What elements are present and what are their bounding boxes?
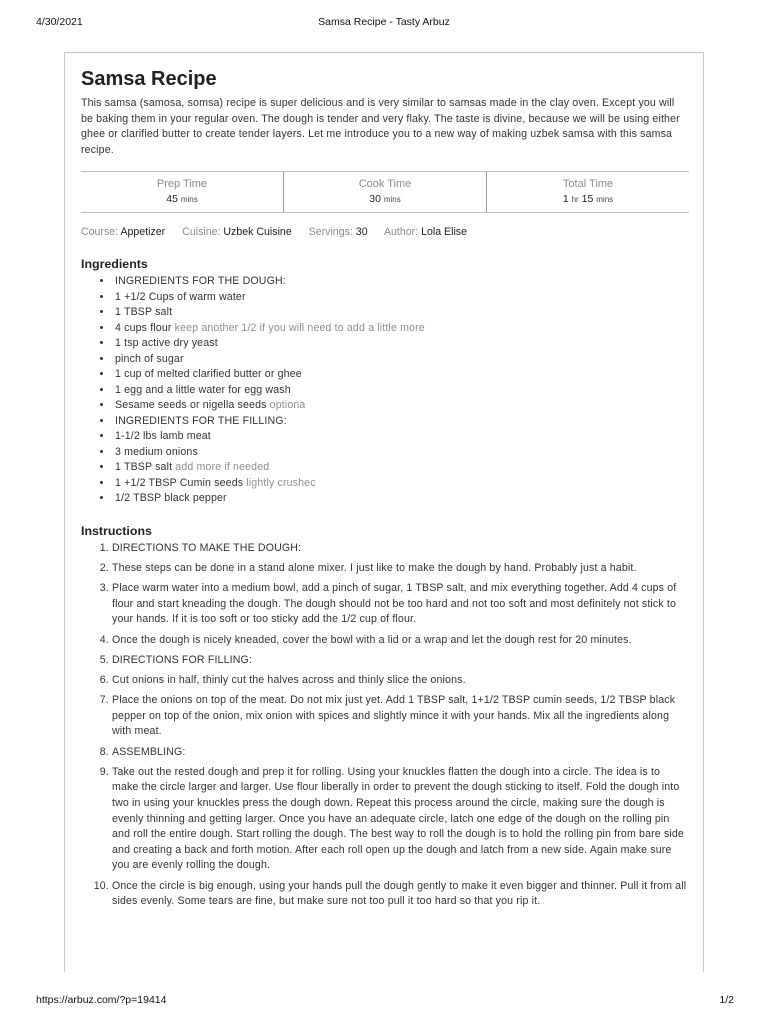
ingredient-item <box>113 383 689 399</box>
cook-time-value <box>284 191 486 208</box>
ingredient-item <box>113 336 689 352</box>
cook-time-unit: mins <box>383 195 401 205</box>
ingredient-text: 4 cups flour <box>115 321 172 334</box>
meta-author <box>384 226 467 238</box>
prep-time-value <box>81 191 283 208</box>
instruction-step: 6. Cut onions in half, thinly cut the halves across and thinly slice the onions. <box>112 673 689 689</box>
ingredients-heading: Ingredients <box>81 257 148 272</box>
cuisine-label: Cuisine: <box>182 226 221 239</box>
ingredient-text: 1/2 TBSP black pepper <box>115 492 227 505</box>
ingredients-list <box>81 274 689 507</box>
ingredient-text: INGREDIENTS FOR THE FILLING: <box>115 414 287 427</box>
course-label: Course: <box>81 226 119 239</box>
print-date: 4/30/2021 <box>36 16 83 28</box>
instruction-step: 2. These steps can be done in a stand alone mixer. I just like to make the dough by hand. Probably just a habit. <box>112 561 689 577</box>
total-time-hours: 1 <box>562 193 569 206</box>
cook-time <box>283 172 486 212</box>
total-time-hr-unit: hr <box>571 195 579 205</box>
instruction-step: 9. Take out the rested dough and prep it for rolling. Using your knuckles flatten the dough into a circle. The idea is to make the circle larger and larger. Use flour liberally in order to prevent the dough sticking to itself. Fold the dough into two in using your knuckles press the dough down. Repeat this process around the circle, making sure the dough is evenly thinning and getting larger. Once you have an adequate circle, latch one edge of the dough on the rolling pin and roll the entire dough. Start rolling the dough. The best way to roll the dough is to hold the rolling pin from bare side and creating a back and forth motion. After each roll open up the dough and latch from a new side. Again make sure you are evenly rolling the dough. <box>112 765 689 874</box>
total-time-label: Total Time <box>562 178 614 191</box>
ingredient-item <box>113 414 689 430</box>
ingredient-text: INGREDIENTS FOR THE DOUGH: <box>115 275 286 288</box>
recipe-title: Samsa Recipe <box>81 68 217 90</box>
meta-servings <box>309 226 368 238</box>
meta-course <box>81 226 165 238</box>
instruction-step: 10. Once the circle is big enough, using your hands pull the dough gently to make it even bigger and thinner. Pull it from all sides evenly. Some tears are fine, but make sure not too pull it too hard so that you rip it. <box>112 879 689 910</box>
ingredient-text: 1 TBSP salt <box>115 306 173 319</box>
recipe-content <box>81 67 689 914</box>
recipe-times <box>81 171 689 213</box>
recipe-summary: This samsa (samosa, somsa) recipe is super delicious and is very similar to samsas made in the clay oven. Except you will be baking them in your regular oven. The dough is tender and very flaky. The taste is divine, because we will be using either ghee or clarified butter to create tender layers. Let me introduce you to a new way of making uzbek samsa with this samsa recipe. <box>81 97 680 156</box>
ingredient-text: 1 egg and a little water for egg wash <box>115 383 291 396</box>
total-time-min-unit: mins <box>596 195 614 205</box>
instructions-list <box>81 541 689 910</box>
prep-time <box>81 172 283 212</box>
cook-time-number: 30 <box>369 193 381 206</box>
ingredient-text: Sesame seeds or nigella seeds <box>115 399 267 412</box>
ingredient-item <box>113 290 689 306</box>
ingredient-item <box>113 321 689 337</box>
total-time-minutes: 15 <box>581 193 594 206</box>
ingredient-text: 1 TBSP salt <box>115 461 173 474</box>
recipe-meta <box>81 225 689 239</box>
ingredient-note: add more if needed <box>175 461 270 474</box>
ingredient-text: 1 tsp active dry yeast <box>115 337 218 350</box>
prep-time-unit: mins <box>180 195 198 205</box>
servings-label: Servings: <box>308 226 353 239</box>
ingredient-note: lightly crushec <box>246 476 316 489</box>
author-value: Lola Elise <box>421 226 467 239</box>
meta-cuisine <box>182 226 292 238</box>
ingredient-item <box>113 367 689 383</box>
recipe-card <box>64 52 704 972</box>
prep-time-number: 45 <box>166 193 178 206</box>
course-value: Appetizer <box>120 226 166 239</box>
ingredient-text: 1 +1/2 TBSP Cumin seeds <box>115 476 244 489</box>
instruction-step: 1. DIRECTIONS TO MAKE THE DOUGH: <box>112 541 689 557</box>
instruction-step: 7. Place the onions on top of the meat. Do not mix just yet. Add 1 TBSP salt, 1+1/2 TBSP cumin seeds, 1/2 TBSP black pepper on top of the onion, mix onion with spices and slightly mince it with your hands. Mix all the ingredients along with meat. <box>112 693 689 740</box>
page-number: 1/2 <box>719 994 734 1006</box>
ingredient-item <box>113 398 689 414</box>
ingredient-text: 1 cup of melted clarified butter or ghee <box>115 368 302 381</box>
instruction-step: 5. DIRECTIONS FOR FILLING: <box>112 653 689 669</box>
ingredient-item <box>113 445 689 461</box>
ingredient-item <box>113 274 689 290</box>
ingredient-text: 1 +1/2 Cups of warm water <box>115 290 246 303</box>
servings-value: 30 <box>355 226 368 239</box>
total-time <box>486 172 689 212</box>
instruction-step: 8. ASSEMBLING: <box>112 745 689 761</box>
author-label: Author: <box>383 226 419 239</box>
ingredient-text: 1-1/2 lbs lamb meat <box>115 430 211 443</box>
instructions-heading: Instructions <box>81 523 152 538</box>
cook-time-label: Cook Time <box>358 178 412 191</box>
instruction-step: 4. Once the dough is nicely kneaded, cover the bowl with a lid or a wrap and let the dough rest for 20 minutes. <box>112 633 689 649</box>
ingredient-item <box>113 352 689 368</box>
prep-time-label: Prep Time <box>156 178 208 191</box>
ingredient-note: optiona <box>269 399 306 412</box>
ingredient-text: 3 medium onions <box>115 445 198 458</box>
cuisine-value: Uzbek Cuisine <box>223 226 292 239</box>
total-time-value <box>487 191 689 208</box>
ingredient-item <box>113 305 689 321</box>
ingredient-note: keep another 1/2 if you will need to add a little more <box>174 321 425 334</box>
instruction-step: 3. Place warm water into a medium bowl, add a pinch of sugar, 1 TBSP salt, and mix everything together. Add 4 cups of flour and start kneading the dough. The dough should not be too hard and not too soft and most definitely not stick to your hands. If it is too soft or too sticky add the 1/2 cup of flour. <box>112 581 689 628</box>
page-url[interactable]: https://arbuz.com/?p=19414 <box>36 994 167 1006</box>
ingredient-item <box>113 476 689 492</box>
print-title: Samsa Recipe - Tasty Arbuz <box>318 16 450 28</box>
ingredient-item <box>113 491 689 507</box>
ingredient-item <box>113 429 689 445</box>
ingredient-text: pinch of sugar <box>115 352 184 365</box>
ingredient-item <box>113 460 689 476</box>
